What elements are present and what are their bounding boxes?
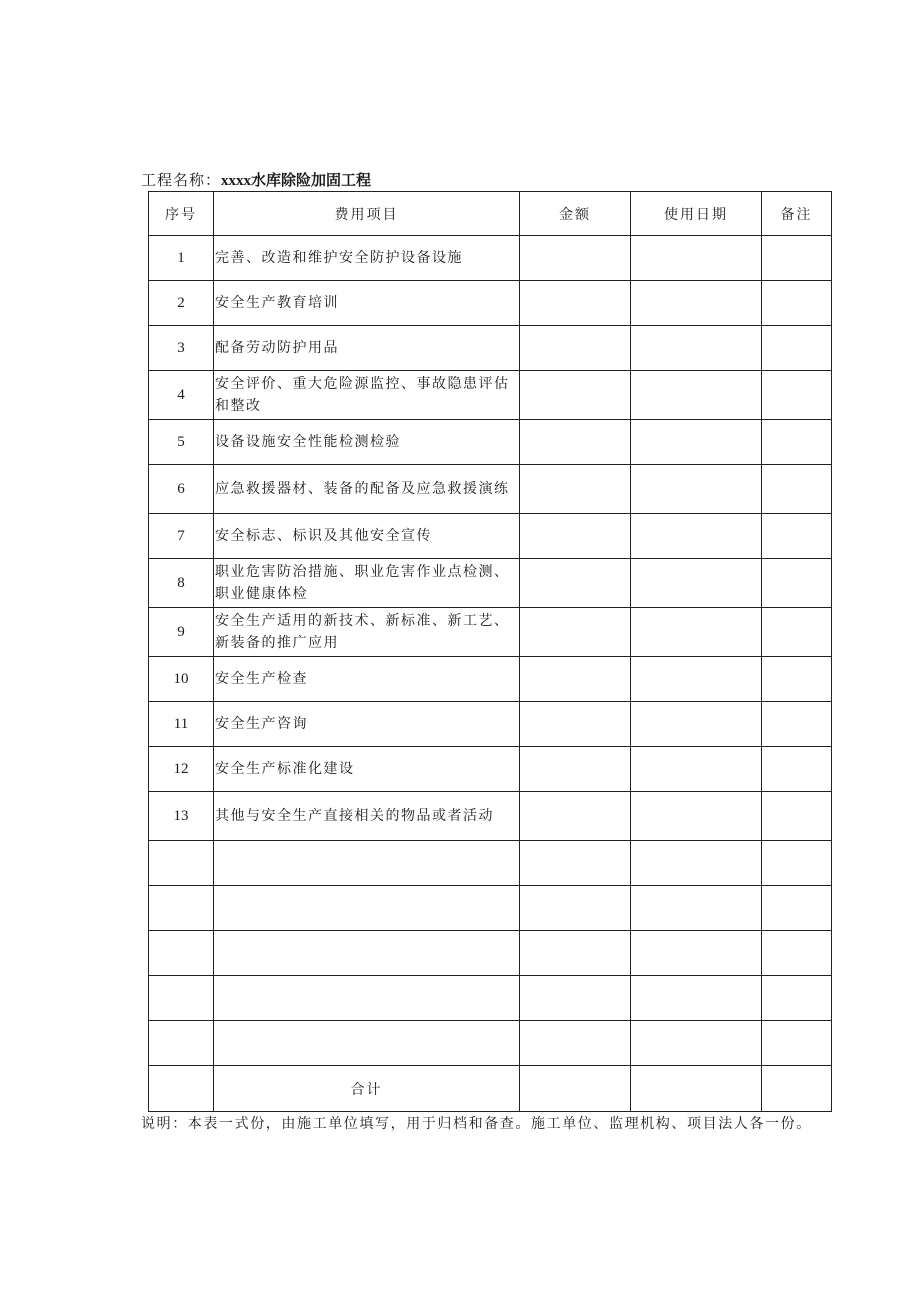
row-number: 2 xyxy=(149,281,214,326)
table-header-row xyxy=(149,192,832,236)
total-row xyxy=(149,1066,832,1112)
row-remark-cell[interactable] xyxy=(762,559,832,608)
row-remark-cell[interactable] xyxy=(762,420,832,465)
row-remark-cell[interactable] xyxy=(762,236,832,281)
total-amount-cell[interactable] xyxy=(520,1066,631,1112)
empty-cell[interactable] xyxy=(631,886,762,931)
row-date-cell[interactable] xyxy=(631,608,762,657)
row-item: 安全生产咨询 xyxy=(214,702,520,747)
empty-cell[interactable] xyxy=(762,886,832,931)
total-remark-cell[interactable] xyxy=(762,1066,832,1112)
empty-row xyxy=(149,931,832,976)
empty-cell[interactable] xyxy=(520,1021,631,1066)
row-amount-cell[interactable] xyxy=(520,702,631,747)
row-item: 设备设施安全性能检测检验 xyxy=(214,420,520,465)
empty-cell[interactable] xyxy=(631,976,762,1021)
row-number: 9 xyxy=(149,608,214,657)
header-date: 使用日期 xyxy=(631,192,762,236)
row-date-cell[interactable] xyxy=(631,420,762,465)
row-amount-cell[interactable] xyxy=(520,465,631,514)
row-amount-cell[interactable] xyxy=(520,792,631,841)
table-row xyxy=(149,236,832,281)
empty-cell[interactable] xyxy=(214,1021,520,1066)
empty-cell[interactable] xyxy=(762,931,832,976)
row-item: 安全生产教育培训 xyxy=(214,281,520,326)
row-item: 应急救援器材、装备的配备及应急救援演练 xyxy=(214,465,520,514)
row-remark-cell[interactable] xyxy=(762,792,832,841)
row-remark-cell[interactable] xyxy=(762,702,832,747)
table-row xyxy=(149,747,832,792)
empty-cell[interactable] xyxy=(214,886,520,931)
empty-cell[interactable] xyxy=(631,841,762,886)
empty-cell[interactable] xyxy=(762,1021,832,1066)
empty-row xyxy=(149,976,832,1021)
row-item: 安全生产标准化建设 xyxy=(214,747,520,792)
total-date-cell[interactable] xyxy=(631,1066,762,1112)
empty-cell[interactable] xyxy=(214,931,520,976)
table-note: 说明：本表一式份，由施工单位填写，用于归档和备查。施工单位、监理机构、项目法人各一份。 xyxy=(141,1116,812,1132)
table-row xyxy=(149,514,832,559)
project-name-label: 工程名称： xyxy=(141,171,222,189)
row-number: 10 xyxy=(149,657,214,702)
table-row xyxy=(149,608,832,657)
row-number: 12 xyxy=(149,747,214,792)
row-date-cell[interactable] xyxy=(631,559,762,608)
row-date-cell[interactable] xyxy=(631,281,762,326)
row-remark-cell[interactable] xyxy=(762,326,832,371)
row-item: 配备劳动防护用品 xyxy=(214,326,520,371)
row-item: 其他与安全生产直接相关的物品或者活动 xyxy=(214,792,520,841)
total-seq-cell xyxy=(149,1066,214,1112)
row-number: 8 xyxy=(149,559,214,608)
empty-cell[interactable] xyxy=(149,841,214,886)
row-item: 安全生产适用的新技术、新标准、新工艺、新装备的推广应用 xyxy=(214,608,520,657)
empty-cell[interactable] xyxy=(520,841,631,886)
empty-cell[interactable] xyxy=(149,886,214,931)
row-amount-cell[interactable] xyxy=(520,371,631,420)
row-number: 13 xyxy=(149,792,214,841)
row-number: 4 xyxy=(149,371,214,420)
project-title xyxy=(141,169,371,190)
row-remark-cell[interactable] xyxy=(762,371,832,420)
total-label: 合计 xyxy=(214,1066,520,1112)
row-remark-cell[interactable] xyxy=(762,514,832,559)
empty-cell[interactable] xyxy=(520,886,631,931)
fee-usage-table xyxy=(148,191,832,1112)
row-item: 安全标志、标识及其他安全宣传 xyxy=(214,514,520,559)
row-remark-cell[interactable] xyxy=(762,747,832,792)
row-date-cell[interactable] xyxy=(631,514,762,559)
row-remark-cell[interactable] xyxy=(762,281,832,326)
row-item: 安全生产检查 xyxy=(214,657,520,702)
row-date-cell[interactable] xyxy=(631,465,762,514)
row-number: 5 xyxy=(149,420,214,465)
row-date-cell[interactable] xyxy=(631,702,762,747)
row-date-cell[interactable] xyxy=(631,326,762,371)
row-remark-cell[interactable] xyxy=(762,465,832,514)
table-row xyxy=(149,792,832,841)
row-number: 7 xyxy=(149,514,214,559)
row-amount-cell[interactable] xyxy=(520,608,631,657)
table-row xyxy=(149,559,832,608)
empty-row xyxy=(149,886,832,931)
empty-cell[interactable] xyxy=(214,976,520,1021)
table-row xyxy=(149,371,832,420)
row-amount-cell[interactable] xyxy=(520,281,631,326)
table-row xyxy=(149,420,832,465)
empty-row xyxy=(149,1021,832,1066)
row-amount-cell[interactable] xyxy=(520,236,631,281)
table-row xyxy=(149,326,832,371)
row-amount-cell[interactable] xyxy=(520,420,631,465)
row-date-cell[interactable] xyxy=(631,236,762,281)
empty-cell[interactable] xyxy=(762,841,832,886)
row-date-cell[interactable] xyxy=(631,792,762,841)
table-row xyxy=(149,281,832,326)
header-item: 费用项目 xyxy=(214,192,520,236)
empty-cell[interactable] xyxy=(214,841,520,886)
row-number: 3 xyxy=(149,326,214,371)
header-amount: 金额 xyxy=(520,192,631,236)
row-number: 11 xyxy=(149,702,214,747)
row-date-cell[interactable] xyxy=(631,371,762,420)
empty-cell[interactable] xyxy=(149,931,214,976)
empty-cell[interactable] xyxy=(631,1021,762,1066)
project-name-value: xxxx水库除险加固工程 xyxy=(221,173,372,189)
empty-cell[interactable] xyxy=(631,931,762,976)
table-row xyxy=(149,657,832,702)
empty-cell[interactable] xyxy=(149,1021,214,1066)
row-item: 安全评价、重大危险源监控、事故隐患评估和整改 xyxy=(214,371,520,420)
empty-cell[interactable] xyxy=(762,976,832,1021)
row-item: 完善、改造和维护安全防护设备设施 xyxy=(214,236,520,281)
row-remark-cell[interactable] xyxy=(762,657,832,702)
empty-cell[interactable] xyxy=(520,976,631,1021)
row-number: 1 xyxy=(149,236,214,281)
empty-cell[interactable] xyxy=(149,976,214,1021)
row-amount-cell[interactable] xyxy=(520,559,631,608)
row-date-cell[interactable] xyxy=(631,747,762,792)
empty-cell[interactable] xyxy=(520,931,631,976)
row-amount-cell[interactable] xyxy=(520,514,631,559)
row-amount-cell[interactable] xyxy=(520,657,631,702)
row-date-cell[interactable] xyxy=(631,657,762,702)
row-remark-cell[interactable] xyxy=(762,608,832,657)
table-row xyxy=(149,465,832,514)
header-remark: 备注 xyxy=(762,192,832,236)
row-amount-cell[interactable] xyxy=(520,747,631,792)
row-amount-cell[interactable] xyxy=(520,326,631,371)
row-number: 6 xyxy=(149,465,214,514)
empty-row xyxy=(149,841,832,886)
table-row xyxy=(149,702,832,747)
header-seq: 序号 xyxy=(149,192,214,236)
row-item: 职业危害防治措施、职业危害作业点检测、职业健康体检 xyxy=(214,559,520,608)
